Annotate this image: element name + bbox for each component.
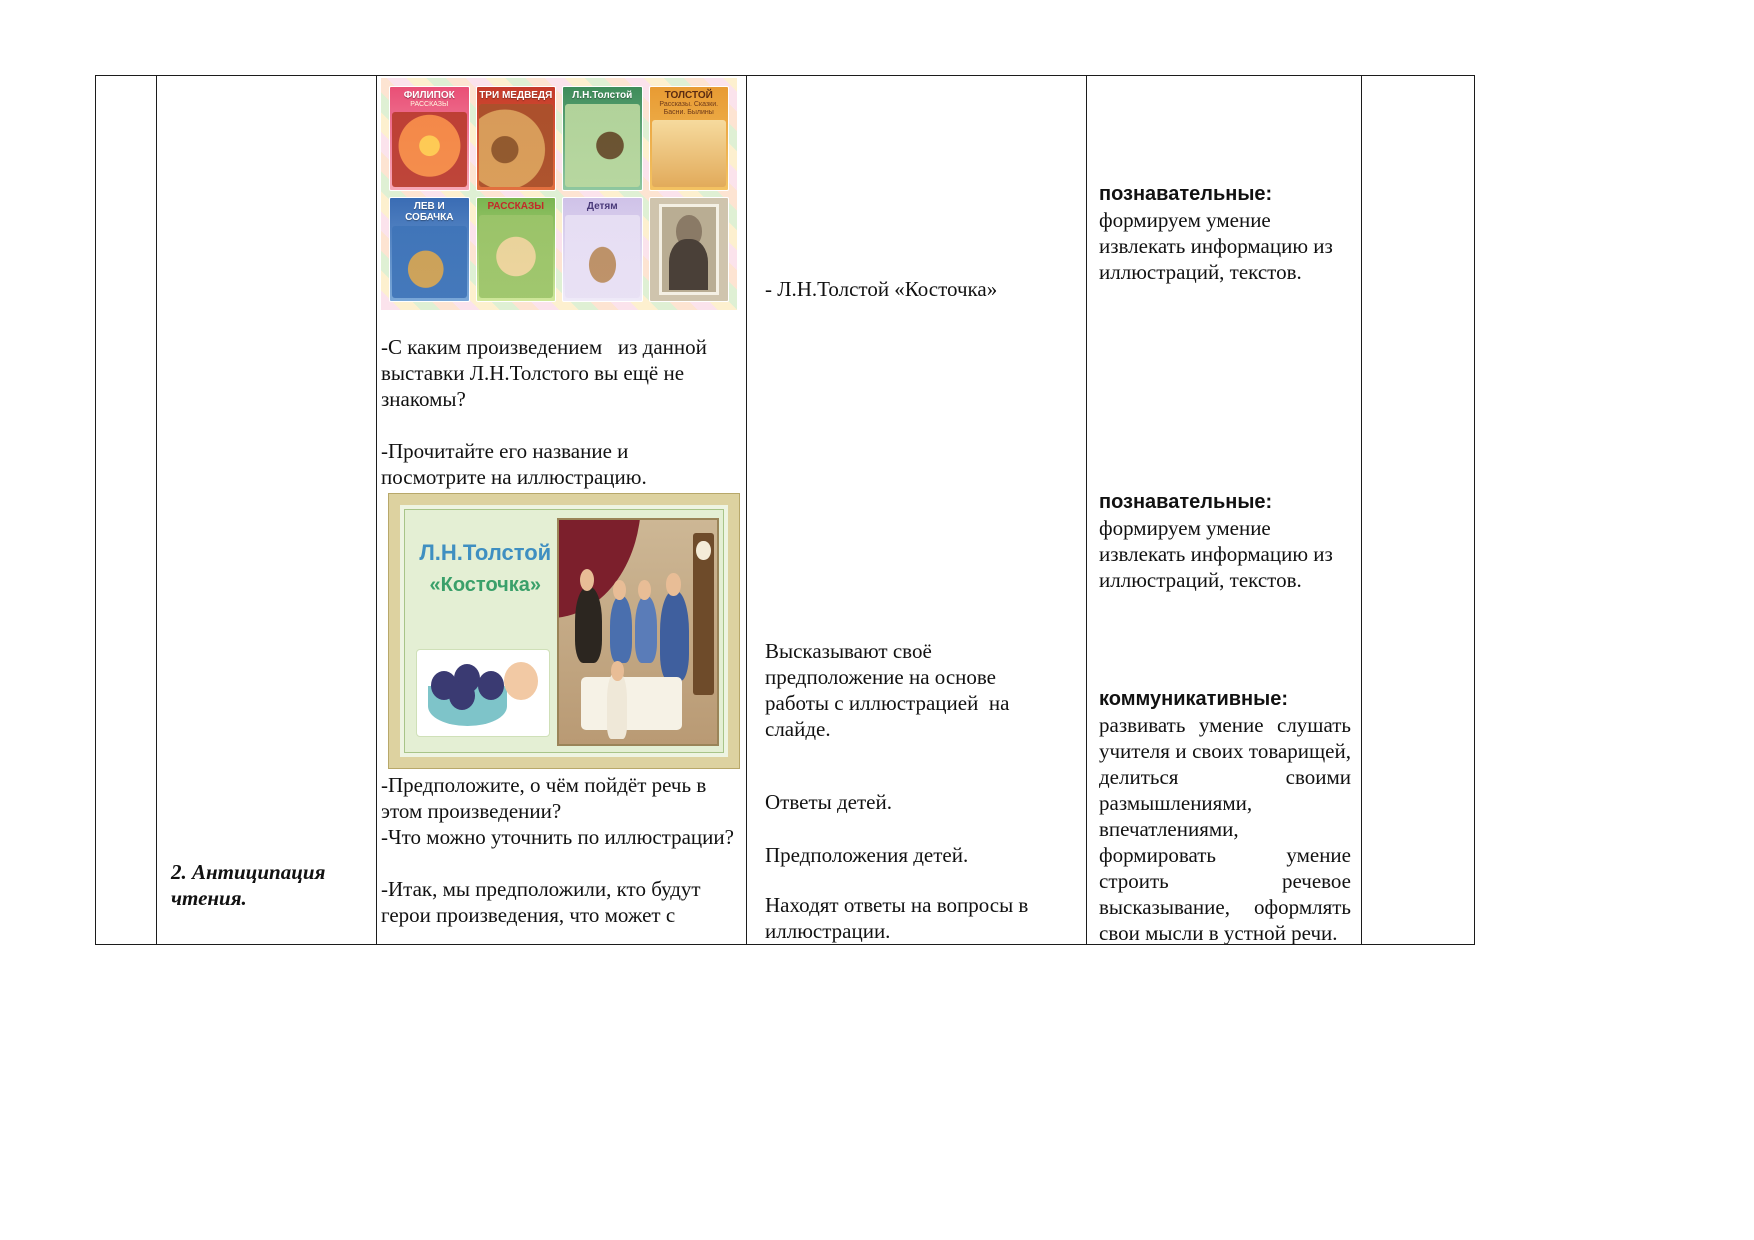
book-cover-art bbox=[565, 215, 640, 298]
plums-illustration bbox=[416, 649, 549, 737]
figure-girl bbox=[610, 596, 632, 663]
slide-title bbox=[413, 540, 557, 597]
book-cover-subtitle: Рассказы. Сказки. Басни. Былины bbox=[659, 101, 719, 116]
figure-head bbox=[613, 580, 626, 600]
grandfather-clock bbox=[693, 533, 713, 694]
portrait-beard bbox=[669, 239, 708, 290]
figure-father bbox=[575, 587, 602, 663]
teacher-question-4: -Что можно уточнить по иллюстрации? bbox=[381, 825, 734, 849]
figure-head bbox=[611, 661, 624, 681]
book-cover-title: ФИЛИПОК bbox=[403, 90, 455, 101]
uud-title: познавательные: bbox=[1099, 183, 1273, 205]
book-cover-art bbox=[392, 226, 467, 298]
book-cover-title: РАССКАЗЫ bbox=[487, 201, 545, 212]
teacher-question-1: -С каким произведением из данной выставки Л.Н.Толстого вы ещё не знакомы? bbox=[381, 335, 713, 411]
student-answer-1: - Л.Н.Толстой «Косточка» bbox=[765, 277, 998, 301]
dinner-table bbox=[581, 677, 682, 731]
figure-head bbox=[638, 580, 651, 600]
teacher-question-2: -Прочитайте его название и посмотрите на иллюстрацию. bbox=[381, 439, 647, 489]
uud-title: познавательные: bbox=[1099, 491, 1273, 513]
lesson-plan-table bbox=[95, 75, 1475, 945]
empty-cell-right bbox=[1361, 76, 1476, 944]
book-cover bbox=[389, 197, 470, 302]
plum bbox=[478, 671, 504, 700]
teacher-question-3: -Предположите, о чём пойдёт речь в этом произведении? bbox=[381, 773, 712, 823]
student-answer-2: Высказывают своё предположение на основе работы с иллюстрацией на слайде. bbox=[765, 639, 1015, 741]
stage-cell bbox=[156, 76, 376, 944]
student-answer-3: Ответы детей. bbox=[765, 790, 892, 814]
book-cover-art bbox=[479, 104, 554, 187]
figure-mother bbox=[660, 591, 688, 681]
family-dinner-illustration bbox=[557, 518, 718, 746]
teacher-activity-cell bbox=[376, 76, 746, 944]
book-cover-art bbox=[479, 215, 554, 298]
clock-face bbox=[696, 541, 710, 560]
empty-cell-left bbox=[96, 76, 156, 944]
book-cover bbox=[476, 86, 557, 191]
figure-head bbox=[666, 573, 680, 595]
tolstoy-portrait-photo bbox=[649, 197, 730, 302]
book-cover-title: Детям bbox=[586, 201, 618, 212]
uud-text: формируем умение извлекать информацию из иллюстраций, текстов. bbox=[1099, 208, 1333, 284]
book-cover-title: Л.Н.Толстой bbox=[572, 90, 633, 101]
book-cover bbox=[562, 197, 643, 302]
child-face bbox=[504, 662, 538, 700]
book-cover-title: ЛЕВ И СОБАЧКА bbox=[405, 201, 454, 223]
book-cover-title: ТОЛСТОЙ bbox=[664, 90, 713, 101]
slide-title-line1: Л.Н.Толстой bbox=[419, 540, 552, 566]
book-covers-collage-image bbox=[381, 78, 737, 310]
book-cover-subtitle: РАССКАЗЫ bbox=[410, 101, 449, 108]
book-cover bbox=[649, 86, 730, 191]
slide-title-line2: «Косточка» bbox=[429, 574, 542, 597]
student-answer-5: Находят ответы на вопросы в иллюстрации. bbox=[765, 893, 1034, 943]
uud-title: коммуникативные: bbox=[1099, 688, 1288, 710]
uud-text: развивать умение слушать учителя и своих товарищей, делиться своими размышлениями, впечатлениями, формировать умение строить речевое высказывание, оформлять свои мысли в устной речи. bbox=[1099, 713, 1351, 944]
figure-toddler bbox=[607, 672, 627, 739]
book-cover-art bbox=[392, 112, 467, 187]
book-cover-art bbox=[565, 104, 640, 187]
uud-cell bbox=[1086, 76, 1361, 944]
uud-block-communicative bbox=[1099, 685, 1351, 944]
student-activity-cell bbox=[746, 76, 1086, 944]
slide-image-kostochka bbox=[389, 494, 739, 768]
book-cover bbox=[476, 197, 557, 302]
figure-girl bbox=[635, 596, 657, 663]
book-cover-title: ТРИ МЕДВЕДЯ bbox=[479, 90, 553, 101]
uud-block-cognitive-1 bbox=[1099, 180, 1351, 285]
uud-block-cognitive-2 bbox=[1099, 488, 1351, 593]
teacher-question-5: -Итак, мы предположили, кто будут герои произведения, что может с bbox=[381, 877, 706, 927]
book-cover bbox=[389, 86, 470, 191]
stage-label: 2. Антиципация чтения. bbox=[171, 860, 326, 910]
student-answer-4: Предположения детей. bbox=[765, 843, 969, 867]
book-cover bbox=[562, 86, 643, 191]
portrait-frame bbox=[659, 204, 719, 295]
uud-text: формируем умение извлекать информацию из иллюстраций, текстов. bbox=[1099, 516, 1333, 592]
plum bbox=[449, 681, 475, 710]
book-cover-art bbox=[652, 120, 727, 187]
